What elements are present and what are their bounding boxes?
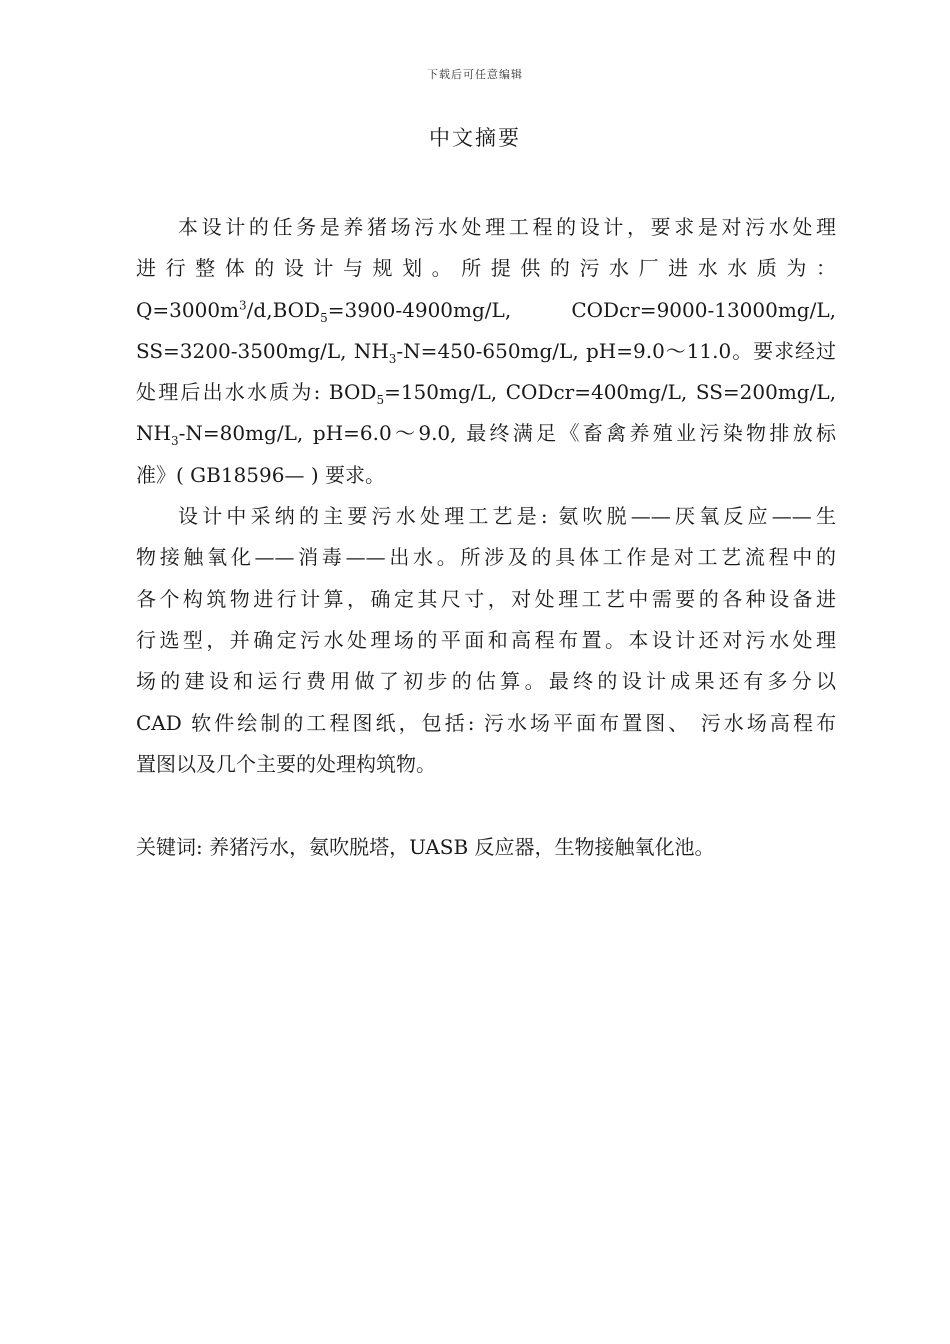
codcr-outflow: CODcr=400mg/L, [505,380,688,405]
para1-line4 [136,331,836,372]
bod-outflow: 处理后出水水质为: $BOD_5=150mg/L$, [136,380,498,408]
para1-line5 [136,372,836,413]
ph-outflow: pH=6.0～9.0, [312,421,457,446]
para2-line4: 行选型，并确定污水处理场的平面和高程布置。本设计还对污水处理 [136,627,836,652]
para2-line7: 置图以及几个主要的处理构筑物。 [136,751,436,776]
para2-line5: 场的建设和运行费用做了初步的估算。最终的设计成果还有多分以 [136,669,836,694]
keywords: 关键词: 养猪污水，氨吹脱塔，UASB 反应器，生物接触氧化池。 [136,835,715,860]
nh3-inflow: $NH_3-N=450-650mg/L$, [353,338,579,366]
header-note: 下载后可任意编辑 [427,68,523,81]
para1-line1: 本设计的任务是养猪场污水处理工程的设计，要求是对污水处理 [178,215,836,239]
nh3-outflow: $NH_3-N=80mg/L$, [136,421,304,449]
para2-line1: 设计中采纳的主要污水处理工艺是: 氨吹脱——厌氧反应——生 [178,504,836,529]
para1-line2: 进行整体的设计与规划。所提供的污水厂进水水质为： [136,256,836,281]
q-flow: $Q=3000m^3/d,BOD_5=3900-4900mg/L$, [136,297,512,325]
ss-inflow: SS=3200-3500mg/L, [136,338,347,363]
ss-outflow: SS=200mg/L, [695,380,836,405]
para1-line3 [136,290,836,331]
para1-line6 [136,413,836,454]
para2-line6: CAD 软件绘制的工程图纸，包括: 污水场平面布置图、 污水场高程布 [136,710,836,735]
para1-line7: 准》( GB18596— ) 要求。 [136,462,385,487]
para2-line3: 各个构筑物进行计算，确定其尺寸，对处理工艺中需要的各种设备进 [136,586,836,611]
page-title: 中文摘要 [429,126,521,150]
paragraph-gap [136,785,836,827]
abstract-body [136,207,836,868]
para2-line2: 物接触氧化——消毒——出水。所涉及的具体工作是对工艺流程中的 [136,545,836,570]
standard-ref: 最终满足《畜禽养殖业污染物排放标 [466,421,836,446]
codcr-inflow: CODcr=9000-13000mg/L, [571,297,836,322]
ph-inflow: pH=9.0～11.0。要求经过 [586,338,836,363]
